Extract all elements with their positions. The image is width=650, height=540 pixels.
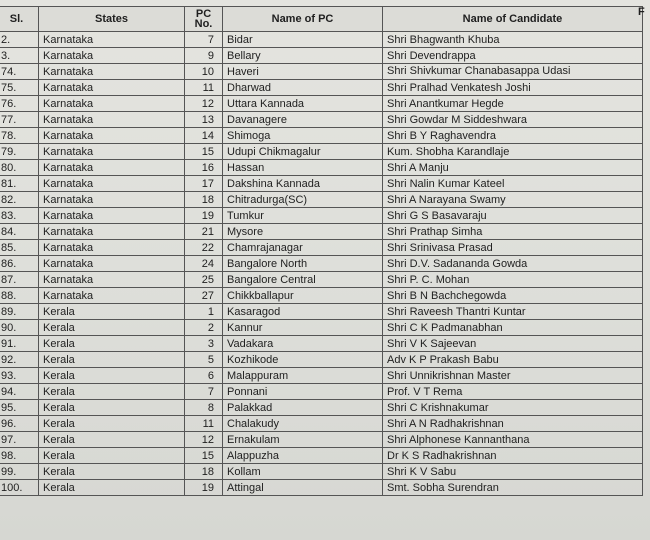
header-name-of-pc: Name of PC xyxy=(223,7,383,32)
candidate-cell: Shri Shivkumar Chanabasappa Udasi xyxy=(383,64,643,80)
candidate-cell: Shri B N Bachchegowda xyxy=(383,288,643,304)
sl-cell: 98. xyxy=(0,448,39,464)
pc-no-cell: 2 xyxy=(185,320,223,336)
state-cell: Kerala xyxy=(39,432,185,448)
state-cell: Kerala xyxy=(39,448,185,464)
state-cell: Karnataka xyxy=(39,224,185,240)
pc-name-cell: Haveri xyxy=(223,64,383,80)
pc-no-cell: 12 xyxy=(185,432,223,448)
sl-cell: 97. xyxy=(0,432,39,448)
candidate-cell: Shri Anantkumar Hegde xyxy=(383,96,643,112)
pc-name-cell: Bangalore Central xyxy=(223,272,383,288)
state-cell: Karnataka xyxy=(39,272,185,288)
state-cell: Karnataka xyxy=(39,128,185,144)
pc-no-cell: 12 xyxy=(185,96,223,112)
pc-name-cell: Alappuzha xyxy=(223,448,383,464)
candidate-cell: Shri Alphonese Kannanthana xyxy=(383,432,643,448)
pc-name-cell: Chikkballapur xyxy=(223,288,383,304)
pc-name-cell: Bidar xyxy=(223,32,383,48)
candidate-cell: Shri V K Sajeevan xyxy=(383,336,643,352)
sl-cell: 89. xyxy=(0,304,39,320)
state-cell: Karnataka xyxy=(39,48,185,64)
pc-no-cell: 18 xyxy=(185,464,223,480)
state-cell: Karnataka xyxy=(39,96,185,112)
sl-cell: 88. xyxy=(0,288,39,304)
sl-cell: 83. xyxy=(0,208,39,224)
candidate-cell: Shri P. C. Mohan xyxy=(383,272,643,288)
table-row xyxy=(0,192,643,208)
pc-name-cell: Hassan xyxy=(223,160,383,176)
sl-cell: 2. xyxy=(0,32,39,48)
table-header-row xyxy=(0,7,643,32)
table-row xyxy=(0,304,643,320)
table-row xyxy=(0,448,643,464)
table-row xyxy=(0,480,643,496)
pc-no-cell: 11 xyxy=(185,416,223,432)
pc-no-cell: 19 xyxy=(185,480,223,496)
candidate-cell: Shri A Manju xyxy=(383,160,643,176)
table-row xyxy=(0,368,643,384)
pc-name-cell: Tumkur xyxy=(223,208,383,224)
sl-cell: 95. xyxy=(0,400,39,416)
header-pc-no-line1: PC xyxy=(195,8,212,20)
table-row xyxy=(0,160,643,176)
pc-name-cell: Kannur xyxy=(223,320,383,336)
pc-no-cell: 24 xyxy=(185,256,223,272)
candidate-cell: Shri Nalin Kumar Kateel xyxy=(383,176,643,192)
sl-cell: 75. xyxy=(0,80,39,96)
candidate-cell: Shri A N Radhakrishnan xyxy=(383,416,643,432)
state-cell: Karnataka xyxy=(39,160,185,176)
table-row xyxy=(0,208,643,224)
sl-cell: 85. xyxy=(0,240,39,256)
state-cell: Kerala xyxy=(39,368,185,384)
table-row xyxy=(0,272,643,288)
pc-no-cell: 11 xyxy=(185,80,223,96)
pc-no-cell: 5 xyxy=(185,352,223,368)
pc-no-cell: 18 xyxy=(185,192,223,208)
sl-cell: 100. xyxy=(0,480,39,496)
pc-name-cell: Davanagere xyxy=(223,112,383,128)
candidate-cell: Shri C Krishnakumar xyxy=(383,400,643,416)
state-cell: Karnataka xyxy=(39,208,185,224)
header-states: States xyxy=(39,7,185,32)
pc-no-cell: 25 xyxy=(185,272,223,288)
sl-cell: 86. xyxy=(0,256,39,272)
table-row xyxy=(0,288,643,304)
pc-name-cell: Dakshina Kannada xyxy=(223,176,383,192)
pc-no-cell: 7 xyxy=(185,32,223,48)
state-cell: Karnataka xyxy=(39,288,185,304)
sl-cell: 94. xyxy=(0,384,39,400)
pc-name-cell: Chamrajanagar xyxy=(223,240,383,256)
candidate-cell: Shri D.V. Sadananda Gowda xyxy=(383,256,643,272)
sl-cell: 99. xyxy=(0,464,39,480)
pc-no-cell: 10 xyxy=(185,64,223,80)
pc-name-cell: Uttara Kannada xyxy=(223,96,383,112)
candidate-cell: Adv K P Prakash Babu xyxy=(383,352,643,368)
table-row xyxy=(0,224,643,240)
table-row xyxy=(0,240,643,256)
state-cell: Karnataka xyxy=(39,80,185,96)
sl-cell: 74. xyxy=(0,64,39,80)
table-row xyxy=(0,64,643,80)
candidate-cell: Shri Prathap Simha xyxy=(383,224,643,240)
table-row xyxy=(0,432,643,448)
sl-cell: 81. xyxy=(0,176,39,192)
sl-cell: 90. xyxy=(0,320,39,336)
state-cell: Kerala xyxy=(39,400,185,416)
pc-name-cell: Mysore xyxy=(223,224,383,240)
candidate-cell: Shri Devendrappa xyxy=(383,48,643,64)
sl-cell: 78. xyxy=(0,128,39,144)
table-row xyxy=(0,32,643,48)
state-cell: Kerala xyxy=(39,480,185,496)
candidate-cell: Shri C K Padmanabhan xyxy=(383,320,643,336)
state-cell: Karnataka xyxy=(39,64,185,80)
candidate-cell: Shri Raveesh Thantri Kuntar xyxy=(383,304,643,320)
header-name-of-candidate: Name of Candidate xyxy=(383,7,643,32)
state-cell: Karnataka xyxy=(39,144,185,160)
state-cell: Kerala xyxy=(39,352,185,368)
pc-name-cell: Chitradurga(SC) xyxy=(223,192,383,208)
state-cell: Karnataka xyxy=(39,112,185,128)
state-cell: Karnataka xyxy=(39,256,185,272)
pc-name-cell: Kasaragod xyxy=(223,304,383,320)
pc-name-cell: Bangalore North xyxy=(223,256,383,272)
state-cell: Karnataka xyxy=(39,176,185,192)
sl-cell: 76. xyxy=(0,96,39,112)
state-cell: Kerala xyxy=(39,320,185,336)
pc-no-cell: 7 xyxy=(185,384,223,400)
sl-cell: 93. xyxy=(0,368,39,384)
table-body xyxy=(0,32,643,496)
candidate-cell: Shri G S Basavaraju xyxy=(383,208,643,224)
pc-name-cell: Attingal xyxy=(223,480,383,496)
sl-cell: 92. xyxy=(0,352,39,368)
pc-name-cell: Bellary xyxy=(223,48,383,64)
pc-name-cell: Chalakudy xyxy=(223,416,383,432)
pc-no-cell: 1 xyxy=(185,304,223,320)
table-row xyxy=(0,336,643,352)
pc-no-cell: 13 xyxy=(185,112,223,128)
candidate-cell: Shri Unnikrishnan Master xyxy=(383,368,643,384)
pc-name-cell: Udupi Chikmagalur xyxy=(223,144,383,160)
table-row xyxy=(0,416,643,432)
pc-no-cell: 22 xyxy=(185,240,223,256)
sl-cell: 77. xyxy=(0,112,39,128)
pc-name-cell: Ponnani xyxy=(223,384,383,400)
candidate-cell: Shri B Y Raghavendra xyxy=(383,128,643,144)
sl-cell: 84. xyxy=(0,224,39,240)
pc-no-cell: 8 xyxy=(185,400,223,416)
candidate-cell: Shri Bhagwanth Khuba xyxy=(383,32,643,48)
candidate-cell: Shri K V Sabu xyxy=(383,464,643,480)
pc-name-cell: Shimoga xyxy=(223,128,383,144)
candidate-cell: Shri Gowdar M Siddeshwara xyxy=(383,112,643,128)
pc-no-cell: 6 xyxy=(185,368,223,384)
table-row xyxy=(0,96,643,112)
table-row xyxy=(0,128,643,144)
candidate-table xyxy=(0,6,643,496)
table-row xyxy=(0,384,643,400)
sl-cell: 82. xyxy=(0,192,39,208)
state-cell: Kerala xyxy=(39,336,185,352)
sl-cell: 87. xyxy=(0,272,39,288)
cut-off-column-header: F xyxy=(638,6,645,18)
pc-no-cell: 15 xyxy=(185,448,223,464)
state-cell: Kerala xyxy=(39,416,185,432)
pc-name-cell: Dharwad xyxy=(223,80,383,96)
pc-no-cell: 27 xyxy=(185,288,223,304)
table-row xyxy=(0,112,643,128)
sl-cell: 96. xyxy=(0,416,39,432)
candidate-cell: Shri Pralhad Venkatesh Joshi xyxy=(383,80,643,96)
sl-cell: 91. xyxy=(0,336,39,352)
table-row xyxy=(0,256,643,272)
table-row xyxy=(0,80,643,96)
sl-cell: 80. xyxy=(0,160,39,176)
state-cell: Kerala xyxy=(39,304,185,320)
table-row xyxy=(0,320,643,336)
candidate-cell: Shri Srinivasa Prasad xyxy=(383,240,643,256)
candidate-cell: Shri A Narayana Swamy xyxy=(383,192,643,208)
state-cell: Karnataka xyxy=(39,32,185,48)
candidate-cell: Dr K S Radhakrishnan xyxy=(383,448,643,464)
pc-no-cell: 17 xyxy=(185,176,223,192)
header-pc-no-line2: No. xyxy=(194,18,213,30)
state-cell: Kerala xyxy=(39,464,185,480)
table-row xyxy=(0,400,643,416)
pc-no-cell: 16 xyxy=(185,160,223,176)
pc-name-cell: Palakkad xyxy=(223,400,383,416)
table-row xyxy=(0,176,643,192)
pc-name-cell: Kollam xyxy=(223,464,383,480)
header-sl: Sl. xyxy=(0,7,39,32)
sl-cell: 79. xyxy=(0,144,39,160)
pc-no-cell: 21 xyxy=(185,224,223,240)
pc-name-cell: Kozhikode xyxy=(223,352,383,368)
table-row xyxy=(0,48,643,64)
candidate-cell: Kum. Shobha Karandlaje xyxy=(383,144,643,160)
pc-no-cell: 15 xyxy=(185,144,223,160)
table-row xyxy=(0,464,643,480)
candidate-cell: Smt. Sobha Surendran xyxy=(383,480,643,496)
pc-no-cell: 9 xyxy=(185,48,223,64)
pc-no-cell: 14 xyxy=(185,128,223,144)
pc-name-cell: Ernakulam xyxy=(223,432,383,448)
table-row xyxy=(0,144,643,160)
sl-cell: 3. xyxy=(0,48,39,64)
pc-name-cell: Vadakara xyxy=(223,336,383,352)
header-pc-no xyxy=(185,7,223,32)
pc-no-cell: 19 xyxy=(185,208,223,224)
state-cell: Karnataka xyxy=(39,192,185,208)
table-row xyxy=(0,352,643,368)
state-cell: Karnataka xyxy=(39,240,185,256)
candidate-cell: Prof. V T Rema xyxy=(383,384,643,400)
pc-name-cell: Malappuram xyxy=(223,368,383,384)
state-cell: Kerala xyxy=(39,384,185,400)
pc-no-cell: 3 xyxy=(185,336,223,352)
